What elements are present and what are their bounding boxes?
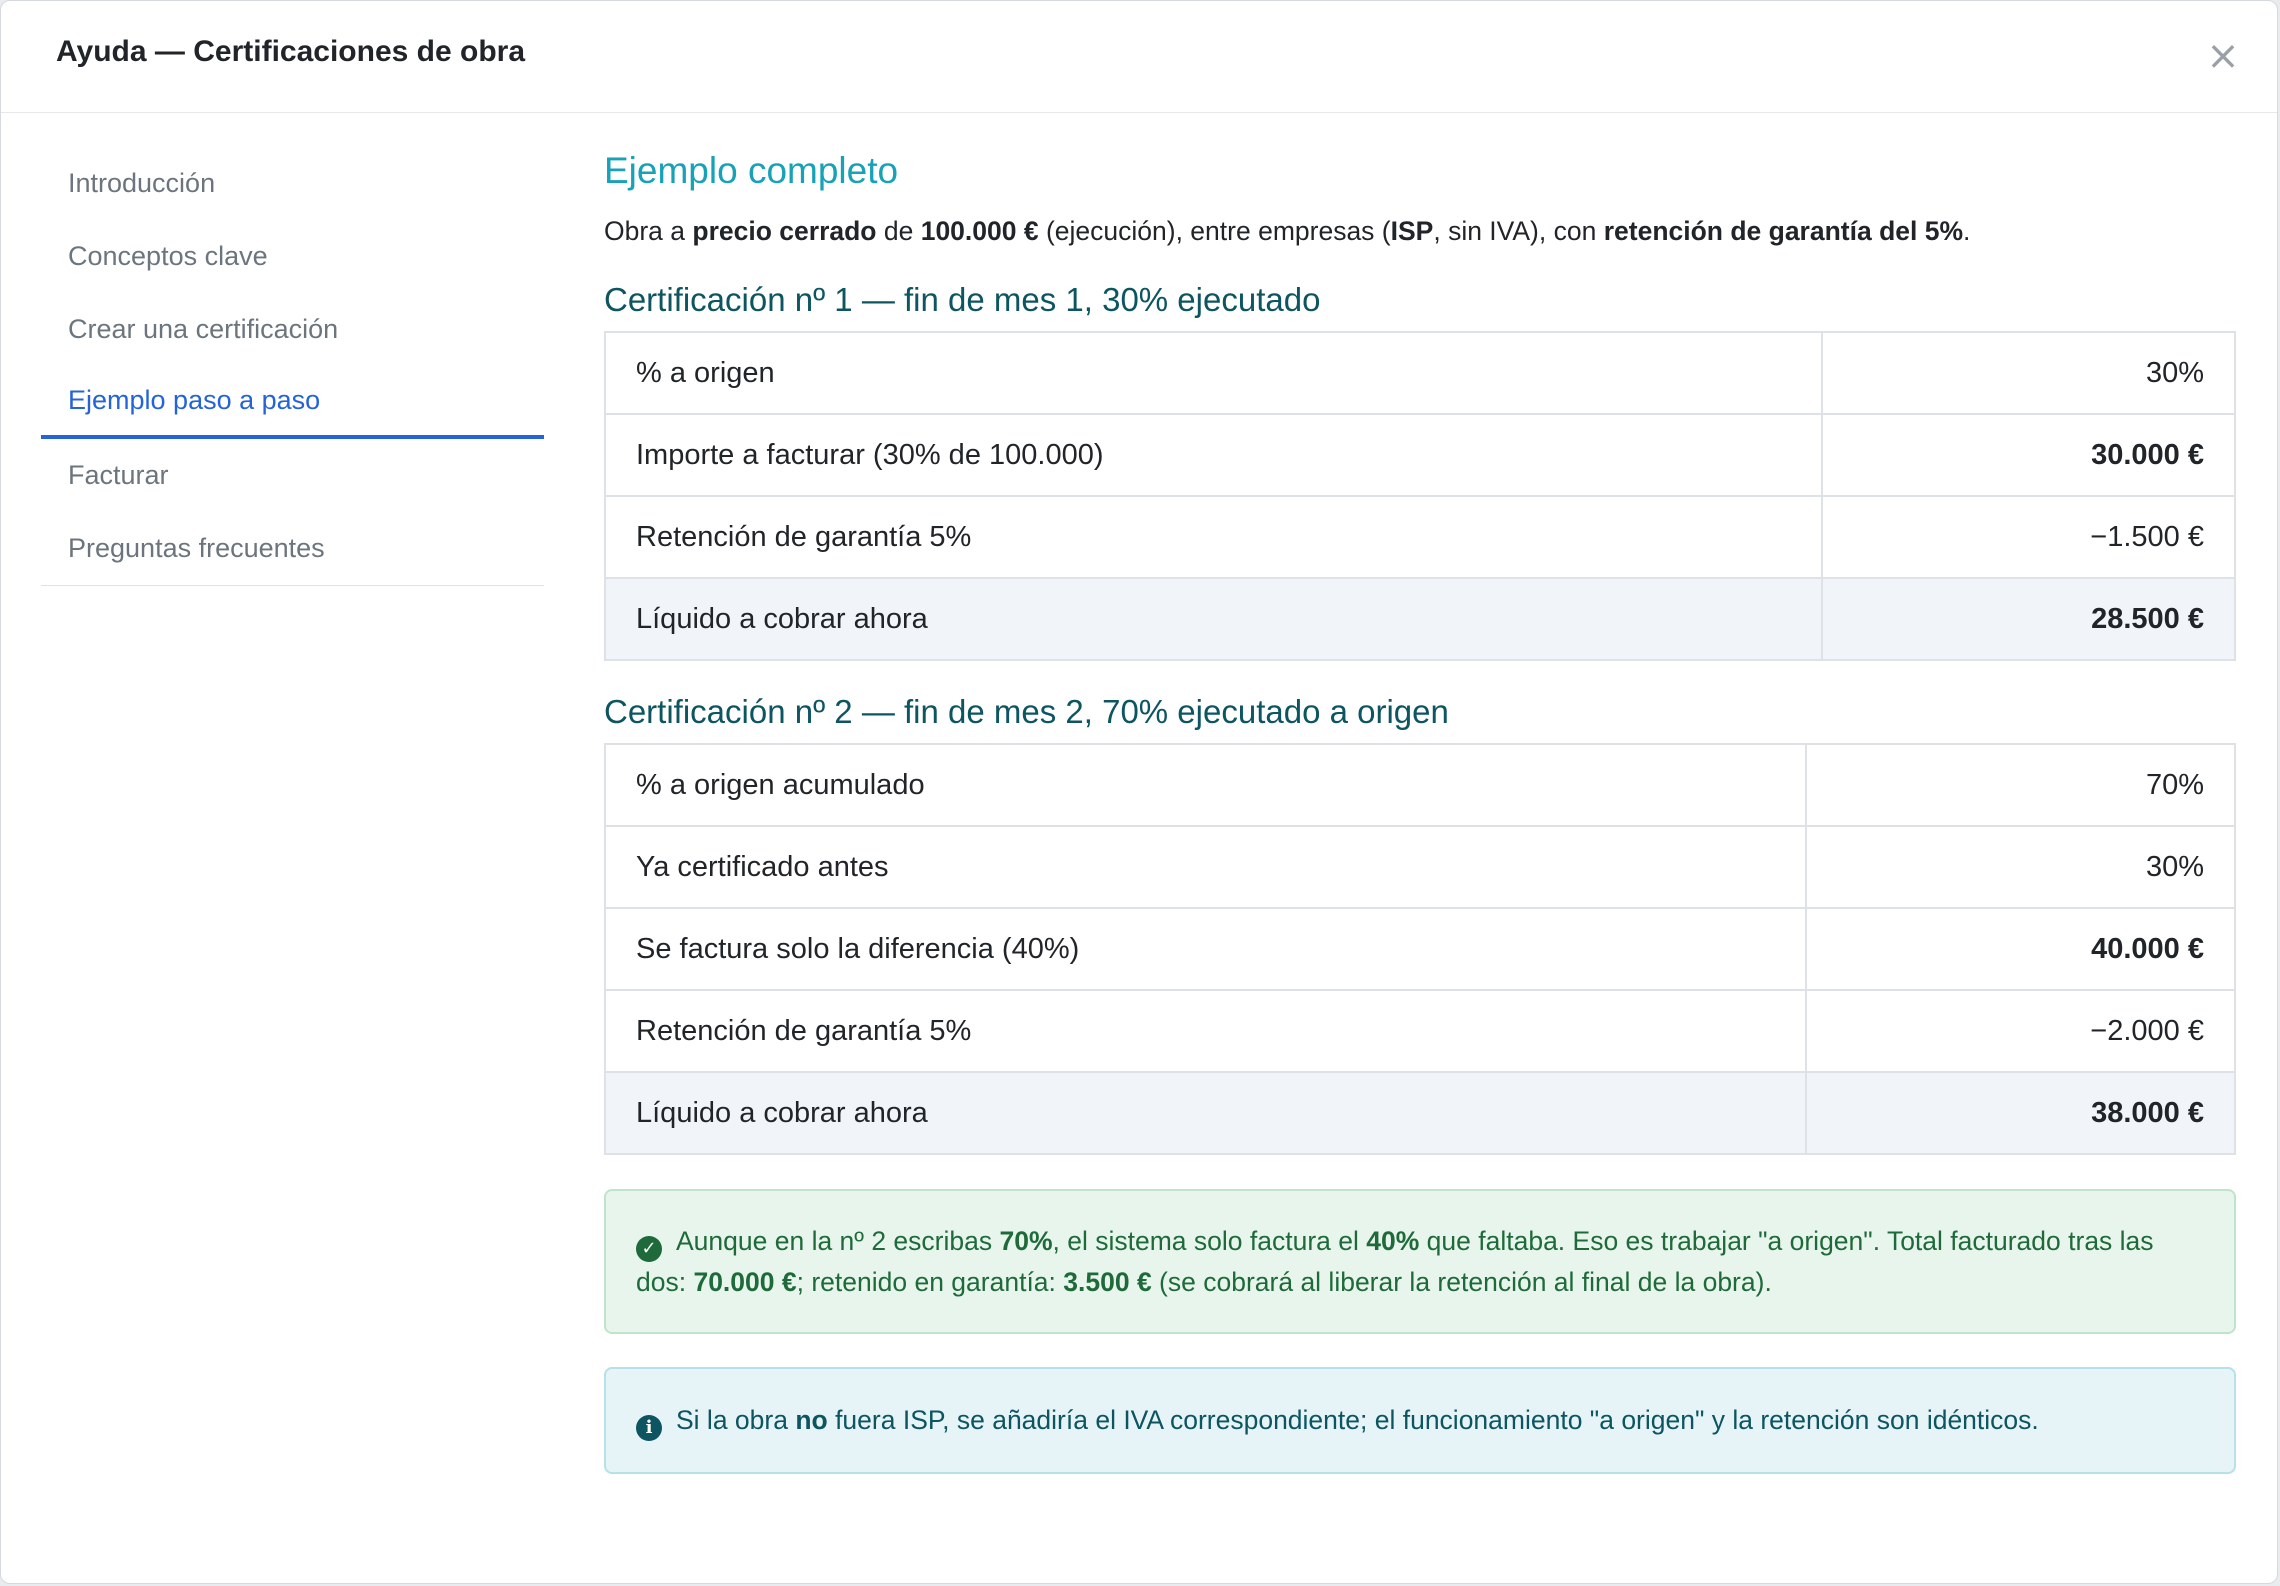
sidebar-item-conceptos-clave[interactable]: Conceptos clave [68, 241, 268, 271]
row-value: 70% [1806, 744, 2235, 826]
success-alert [604, 1189, 2236, 1334]
table-row [605, 744, 2235, 826]
row-label: Ya certificado antes [605, 826, 1806, 908]
help-content [604, 141, 2236, 1474]
intro-text: (ejecución), entre empresas ( [1038, 216, 1391, 246]
info-circle-icon: i [636, 1415, 662, 1441]
table-row [605, 496, 2235, 578]
section-title: Ejemplo completo [604, 150, 899, 191]
alert-bold: 70.000 € [693, 1267, 797, 1297]
alert-text: Si la obra [676, 1405, 796, 1435]
table-row [605, 414, 2235, 496]
modal-header [1, 1, 2277, 113]
row-value: 28.500 € [1822, 578, 2235, 660]
intro-bold: precio cerrado [692, 216, 877, 246]
check-circle-icon: ✓ [636, 1236, 662, 1262]
intro-text: . [1963, 216, 1971, 246]
row-value: −1.500 € [1822, 496, 2235, 578]
table-row [605, 332, 2235, 414]
close-button[interactable] [2199, 31, 2247, 79]
row-value: 38.000 € [1806, 1072, 2235, 1154]
table-row-total [605, 1072, 2235, 1154]
sidebar-item-facturar[interactable]: Facturar [68, 460, 169, 490]
row-value: 30.000 € [1822, 414, 2235, 496]
row-label: Se factura solo la diferencia (40%) [605, 908, 1806, 990]
cert1-table [604, 331, 2236, 661]
intro-text: , sin IVA), con [1433, 216, 1604, 246]
row-label: Retención de garantía 5% [605, 990, 1806, 1072]
row-label: Líquido a cobrar ahora [605, 1072, 1806, 1154]
intro-paragraph [604, 211, 2236, 251]
table-row [605, 826, 2235, 908]
table-row-total [605, 578, 2235, 660]
row-value: 30% [1806, 826, 2235, 908]
sidebar-item-ejemplo-paso-a-paso[interactable]: Ejemplo paso a paso [41, 366, 544, 439]
intro-bold: ISP [1390, 216, 1434, 246]
sidebar-nav [41, 147, 544, 586]
row-value: 30% [1822, 332, 2235, 414]
row-label: Retención de garantía 5% [605, 496, 1822, 578]
alert-bold: no [795, 1405, 828, 1435]
alert-bold: 40% [1366, 1226, 1420, 1256]
intro-text: Obra a [604, 216, 693, 246]
alert-text: , el sistema solo factura el [1052, 1226, 1367, 1256]
row-value: −2.000 € [1806, 990, 2235, 1072]
row-label: Líquido a cobrar ahora [605, 578, 1822, 660]
intro-text: de [876, 216, 921, 246]
modal-title: Ayuda — Certificaciones de obra [56, 35, 526, 68]
sidebar-item-preguntas-frecuentes[interactable]: Preguntas frecuentes [68, 533, 325, 563]
row-value: 40.000 € [1806, 908, 2235, 990]
info-alert [604, 1367, 2236, 1474]
help-sidebar [41, 147, 544, 586]
close-icon: × [2206, 33, 2240, 79]
row-label: % a origen [605, 332, 1822, 414]
table-row [605, 908, 2235, 990]
cert2-title: Certificación nº 2 — fin de mes 2, 70% ejecutado a origen [604, 693, 1449, 730]
intro-bold: 100.000 € [920, 216, 1039, 246]
alert-bold: 3.500 € [1063, 1267, 1152, 1297]
row-label: % a origen acumulado [605, 744, 1806, 826]
alert-text: Aunque en la nº 2 escribas [676, 1226, 1000, 1256]
alert-bold: 70% [999, 1226, 1053, 1256]
alert-text: que faltaba. Eso es trabajar "a origen". Total facturado tras las dos: [636, 1226, 2154, 1297]
cert1-title: Certificación nº 1 — fin de mes 1, 30% ejecutado [604, 281, 1321, 318]
table-row [605, 990, 2235, 1072]
sidebar-item-crear-certificacion[interactable]: Crear una certificación [68, 314, 339, 344]
alert-text: (se cobrará al liberar la retención al final de la obra). [1151, 1267, 1772, 1297]
cert2-table [604, 743, 2236, 1155]
intro-bold: retención de garantía del 5% [1603, 216, 1964, 246]
sidebar-item-introduccion[interactable]: Introducción [68, 168, 216, 198]
row-label: Importe a facturar (30% de 100.000) [605, 414, 1822, 496]
alert-text: fuera ISP, se añadiría el IVA correspondiente; el funcionamiento "a origen" y la retención son idénticos. [827, 1405, 2039, 1435]
alert-text: ; retenido en garantía: [796, 1267, 1064, 1297]
